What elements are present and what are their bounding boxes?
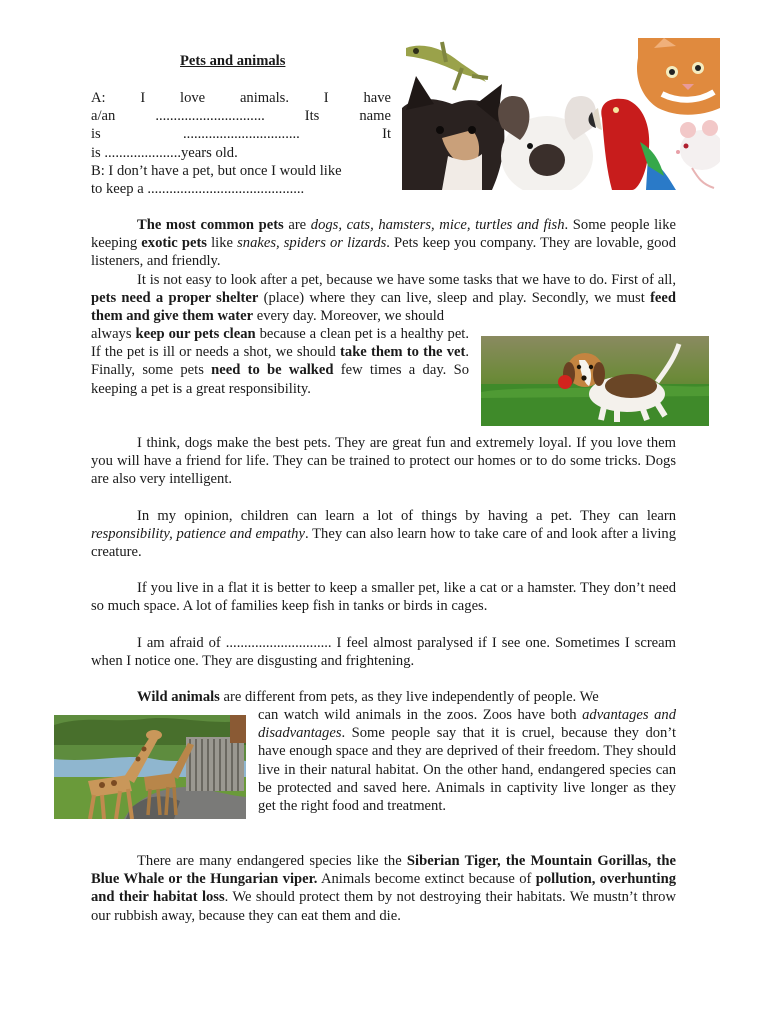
text: . Some people like keeping: [91, 217, 676, 252]
text: because a clean pet is a healthy pet. If the pet is ill or needs a shot, we should: [91, 326, 469, 361]
word: I: [140, 90, 146, 106]
word: have: [363, 90, 391, 106]
word: Its: [304, 108, 320, 125]
dialogue-line-a4: is .....................years old.: [91, 144, 238, 161]
dialogue-block: [91, 89, 391, 198]
text: few times a day. So keeping a pet is a great responsibility.: [91, 362, 470, 397]
text: . Pets keep you company. They are lovable, good listeners, and friendly.: [91, 235, 676, 270]
bold-phrase: exotic pets: [141, 235, 207, 252]
dialogue-line-a3: [91, 125, 391, 143]
text: . They can also learn how to take care of and look after a living creature.: [91, 526, 676, 561]
bold-phrase: take them to the vet: [340, 344, 466, 361]
text: can watch wild animals in the zoos. Zoos have both: [258, 707, 583, 723]
bold-phrase: Wild animals: [137, 689, 220, 705]
dialogue-line-a2: [91, 107, 391, 125]
text: are: [283, 217, 311, 233]
paragraph-caring: [91, 271, 676, 326]
bold-phrase: pets need a proper shelter: [91, 290, 259, 307]
blank: ..............................: [155, 108, 265, 125]
text: (place) where they can live, sleep and play. Secondly, we must: [258, 290, 651, 307]
beagle-image: [481, 336, 709, 426]
paragraph-wild-animals: [91, 688, 676, 706]
text: It is not easy to look after a pet, because we have some tasks that we have to do. First of all,: [137, 272, 676, 288]
blank: ................................: [183, 126, 300, 143]
bold-phrase: keep our pets clean: [135, 326, 256, 342]
word: It: [382, 126, 391, 143]
paragraph-common-pets: [91, 216, 676, 271]
word: name: [359, 108, 391, 125]
word: animals.: [239, 90, 289, 106]
word: A:: [91, 90, 106, 106]
text: like: [207, 235, 238, 252]
text: Animals become extinct because of: [317, 871, 536, 888]
dialogue-line-b2: to keep a ...........................................: [91, 181, 305, 198]
italic-phrase: responsibility, patience and empathy: [91, 526, 305, 543]
word: I: [323, 90, 329, 106]
text: . Some people say that it is cruel, because they don’t have enough space and they are deprived of their freedom. They should live in their natural habitat. On the other hand, endangered species can be protected and saved here. Animals in captivity live longer as they get the right food and treatment.: [258, 725, 676, 815]
italic-phrase: advantages and disadvantages: [258, 707, 676, 742]
bold-phrase: The most common pets: [137, 217, 284, 233]
text: are different from pets, as they live independently of people. We: [219, 689, 599, 705]
word: a/an: [91, 108, 116, 125]
paragraph-dogs: I think, dogs make the best pets. They are great fun and extremely loyal. If you love them you will have a friend for life. They can be trained to protect our homes or to do some tricks. Dogs are also very intelligent.: [91, 435, 676, 488]
text: There are many endangered species like the: [137, 853, 407, 869]
ball-icon: [558, 375, 572, 389]
pets-collage-image: [402, 38, 720, 190]
text: . Finally, some pets: [91, 344, 470, 379]
dialogue-line-a1: [91, 89, 391, 107]
dialogue-line-b1: B: I don’t have a pet, but once I would like: [91, 162, 342, 179]
bold-phrase: Siberian Tiger, the Mountain Gorillas, the Blue Whale or the Hungarian viper.: [91, 853, 676, 888]
italic-phrase: dogs, cats, hamsters, mice, turtles and fish: [310, 217, 565, 233]
text: always: [91, 326, 136, 342]
word: is: [91, 126, 101, 143]
paragraph-flat: If you live in a flat it is better to keep a smaller pet, like a cat or a hamster. They don’t need so much space. A lot of families keep fish in tanks or birds in cages.: [91, 580, 676, 615]
page-title: Pets and animals: [180, 53, 286, 69]
paragraph-afraid: I am afraid of ............................. I feel almost paralysed if I see one. Sometimes I scream when I notice one. They are disgusting and frightening.: [91, 635, 676, 670]
bold-phrase: need to be walked: [211, 362, 334, 379]
italic-phrase: snakes, spiders or lizards: [237, 235, 387, 252]
paragraph-caring-continued: [91, 325, 469, 398]
text: . We should protect them by not destroying their habitats. We mustn’t throw our rubbish away, because they can eat them and die.: [91, 889, 676, 924]
paragraph-endangered: [91, 852, 676, 925]
bold-phrase: feed them and give them water: [91, 290, 676, 325]
giraffes-image: [54, 715, 246, 819]
paragraph-wild-animals-continued: [258, 706, 676, 815]
word: love: [180, 90, 206, 106]
text: every day. Moreover, we should: [253, 308, 445, 325]
bold-phrase: pollution, overhunting and their habitat loss: [91, 871, 676, 906]
paragraph-children: [91, 507, 676, 562]
text: In my opinion, children can learn a lot of things by having a pet. They can learn: [137, 508, 676, 524]
